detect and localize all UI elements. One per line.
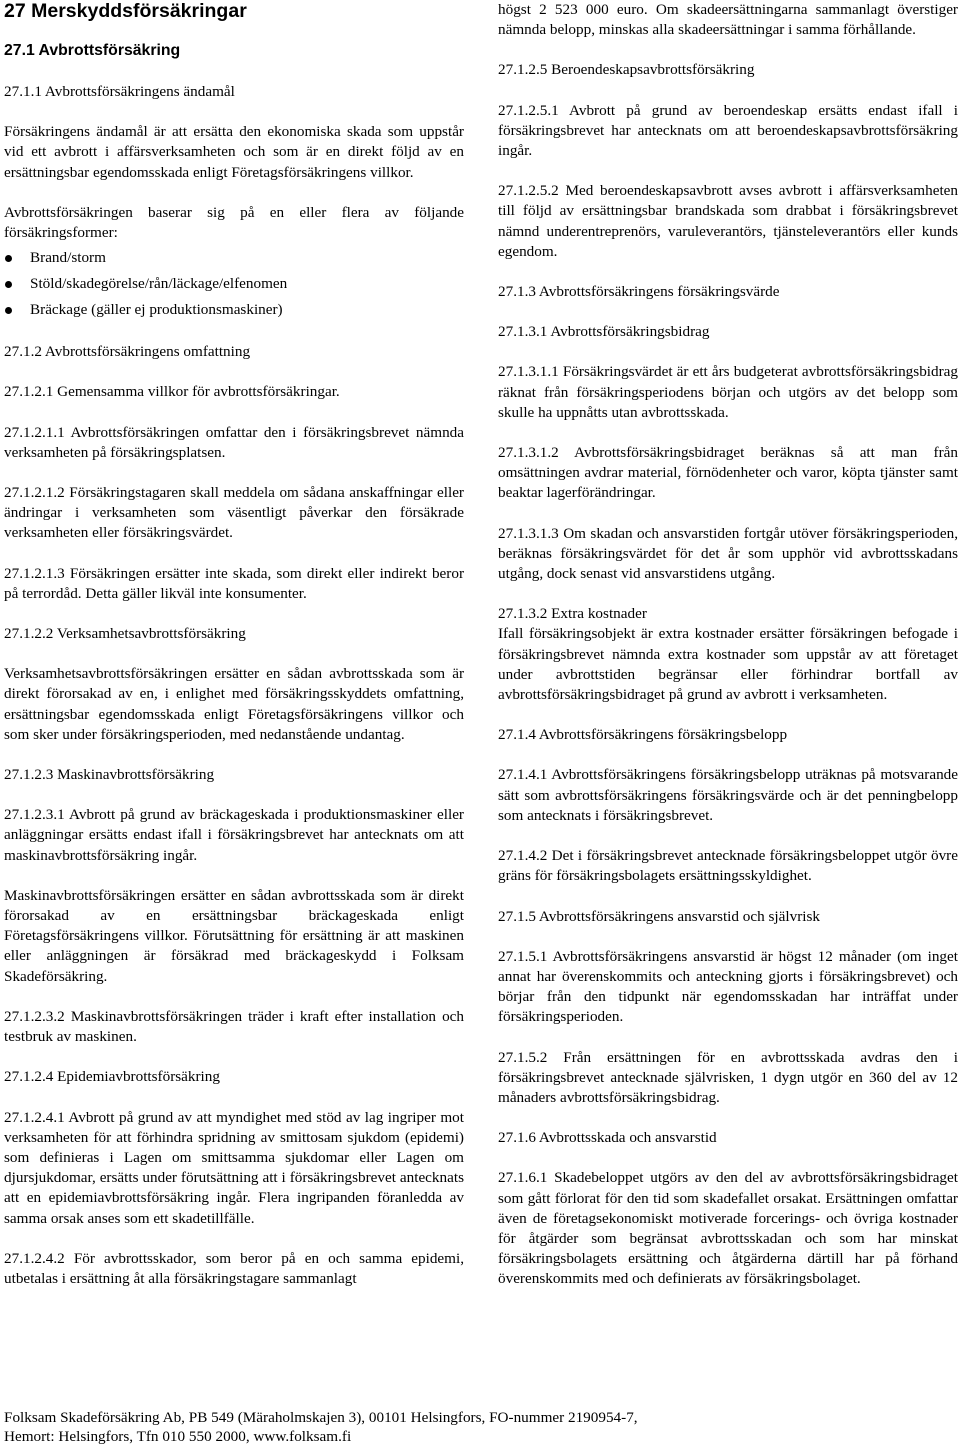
heading-27-1-2-1: 27.1.2.1 Gemensamma villkor för avbrottsförsäkringar.: [4, 383, 340, 401]
paragraph-27-1-6-1: 27.1.6.1 Skadebeloppet utgörs av den del av avbrottsförsäkringsbidraget som gått förlorat för den tid som skadefallet orsakat. Ersättningen omfattar även de företagsekonomiskt motiverade forcerings- och övriga kostnader för åtgärder som begränsat avbrottsskadan och som har minskat försäkringsbolagets ersättning och åtgärderna därtill har på förhand överenskommits med och definierats av försäkringsbolaget.: [498, 1169, 958, 1288]
paragraph-27-1-2-3-2: 27.1.2.3.2 Maskinavbrottsförsäkringen träder i kraft efter installation och testbruk av maskinen.: [4, 1007, 464, 1046]
paragraph-27-1-4-2: 27.1.4.2 Det i försäkringsbrevet antecknade försäkringsbeloppet utgör övre gräns för försäkringsbolagets ersättningsskyldighet.: [498, 847, 958, 885]
paragraph-27-1-5-1: 27.1.5.1 Avbrottsförsäkringens ansvarstid är högst 12 månader (om inget annat har överenskommits och anteckning gjorts i försäkringsbrevet) och börjar från den tidpunkt när egendomsskadan har inträffat under försäkringsperioden.: [498, 947, 958, 1026]
footer-contact-line: Hemort: Helsingfors, Tfn 010 550 2000, www.folksam.fi: [4, 1428, 352, 1445]
paragraph-27-1-4-1: 27.1.4.1 Avbrottsförsäkringens försäkringsbelopp uträknas på motsvarande sätt som avbrottsförsäkringens försäkringsvärde och är det penningbelopp som antecknats i försäkringsbrevet.: [498, 766, 958, 824]
paragraph-27-1-2-1-1: 27.1.2.1.1 Avbrottsförsäkringen omfattar den i försäkringsbrevet nämnda verksamheten på försäkringsplatsen.: [4, 423, 464, 461]
paragraph-27-1-2-3-1: 27.1.2.3.1 Avbrott på grund av bräckageskada i produktionsmaskiner eller anläggningar ersätts endast ifall i försäkringsbrevet har antecknats om att maskinavbrottsförsäkring ingår.: [4, 806, 464, 864]
paragraph-27-1-3-2: Ifall försäkringsobjekt är extra kostnader ersätter försäkringen befogade i försäkringsbrevet nämnda extra kostnader som uppstår av att företaget under avbrottstiden begränsar eller förhindrar bortfall av avbrottsförsäkringsbidraget på grund av avbrott i verksamheten.: [498, 625, 958, 704]
list-item: Bräckage (gäller ej produktionsmaskiner): [4, 297, 464, 323]
chapter-title: 27 Merskyddsförsäkringar: [4, 0, 247, 22]
section-title: 27.1 Avbrottsförsäkring: [4, 42, 181, 59]
heading-27-1-5: 27.1.5 Avbrottsförsäkringens ansvarstid och självrisk: [498, 907, 820, 925]
paragraph-27-1-3-1-2: 27.1.3.1.2 Avbrottsförsäkringsbidraget beräknas så att man från omsättningen avdrar material, förnödenheter och varor, köpta tjänster samt beaktar lagerförändringar.: [498, 444, 958, 502]
heading-27-1-6: 27.1.6 Avbrottsskada och ansvarstid: [498, 1129, 717, 1147]
paragraph-27-1-2-4-1: 27.1.2.4.1 Avbrott på grund av att myndighet med stöd av lag ingriper mot verksamheten för att förhindra spridning av smittosam sjukdom (epidemi) som definieras i Lagen om smittsamma sjukdomar eller Lagen om djursjukdomar, ersätts under förutsättning att i försäkringsbrevet antecknats att en epidemiavbrottsförsäkring ingår. Flera ingripanden föranledda av samma orsak anses som ett skadetillfälle.: [4, 1108, 464, 1227]
paragraph-27-1-2-1-3: 27.1.2.1.3 Försäkringen ersätter inte skada, som direkt eller indirekt beror på terrordåd. Detta gäller likväl inte konsumenter.: [4, 564, 464, 602]
bullet-icon: [5, 255, 12, 262]
heading-27-1-3-1: 27.1.3.1 Avbrottsförsäkringsbidrag: [498, 323, 710, 341]
heading-27-1-2: 27.1.2 Avbrottsförsäkringens omfattning: [4, 343, 251, 361]
heading-27-1-1: 27.1.1 Avbrottsförsäkringens ändamål: [4, 83, 235, 100]
paragraph-27-1-3-1-3: 27.1.3.1.3 Om skadan och ansvarstiden fortgår utöver försäkringsperioden, beräknas försäkringsvärdet för det år som upphör vid avbrottsskadans utgång, dock senast vid ansvarstidens utgång.: [498, 524, 958, 583]
heading-27-1-4: 27.1.4 Avbrottsförsäkringens försäkringsbelopp: [498, 726, 788, 744]
paragraph-27-1-2-5-1: 27.1.2.5.1 Avbrott på grund av beroendeskap ersätts endast ifall i försäkringsbrevet har antecknats om att beroendeskapsavbrottsförsäkring ingår.: [498, 101, 958, 160]
heading-27-1-3-2: 27.1.3.2 Extra kostnader: [498, 605, 647, 623]
paragraph-27-1-2-5-2: 27.1.2.5.2 Med beroendeskapsavbrott avses avbrott i affärsverksamheten till följd av ersättningsbar brandskada som drabbat i försäkringsbrevet nämnd underentreprenörs, varuleverantörs, tjänsteleverantörs eller kunds egendom.: [498, 182, 958, 260]
heading-27-1-2-4: 27.1.2.4 Epidemiavbrottsförsäkring: [4, 1068, 220, 1086]
heading-27-1-3: 27.1.3 Avbrottsförsäkringens försäkringsvärde: [498, 283, 780, 301]
list-item: Brand/storm: [4, 245, 464, 271]
paragraph-27-1-3-1-1: 27.1.3.1.1 Försäkringsvärdet är ett års budgeterat avbrottsförsäkringsbidrag räknat från försäkringsperiodens början och utgörs av det belopp som skulle ha uppnåtts utan avbrottsskada.: [498, 363, 958, 421]
paragraph-continued: högst 2 523 000 euro. Om skadeersättningarna sammanlagt överstiger nämnda belopp, minskas alla skadeersättningar i samma förhållande.: [498, 1, 958, 39]
paragraph-27-1-2-1-2: 27.1.2.1.2 Försäkringstagaren skall meddela om sådana anskaffningar eller ändringar i verksamheten som väsentligt påverkar den försäkrade verksamheten eller försäkringsvärdet.: [4, 484, 464, 542]
footer-company-line: Folksam Skadeförsäkring Ab, PB 549 (Märaholmskajen 3), 00101 Helsingfors, FO-nummer 2190954-7,: [4, 1409, 638, 1426]
insurance-forms-list: [4, 245, 464, 323]
page-footer: [4, 1408, 944, 1446]
paragraph-purpose: Försäkringens ändamål är att ersätta den ekonomiska skada som uppstår vid ett avbrott i affärsverksamheten och som är en direkt följd av en ersättningsbar egendomsskada enligt Företagsförsäkringens villkor.: [4, 123, 464, 181]
list-item: Stöld/skadegörelse/rån/läckage/elfenomen: [4, 271, 464, 297]
heading-27-1-2-5: 27.1.2.5 Beroendeskapsavbrottsförsäkring: [498, 61, 755, 79]
heading-27-1-2-2: 27.1.2.2 Verksamhetsavbrottsförsäkring: [4, 625, 246, 643]
paragraph-27-1-2-4-2: 27.1.2.4.2 För avbrottsskador, som beror på en och samma epidemi, utbetalas i ersättning åt alla försäkringstagare sammanlagt: [4, 1249, 464, 1287]
bullet-icon: [5, 281, 12, 288]
right-column: [498, 0, 958, 1310]
paragraph-27-1-5-2: 27.1.5.2 Från ersättningen för en avbrottsskada avdras den i försäkringsbrevet antecknade självrisken, 1 dygn utgör en 360 del av 12 månaders avbrottsförsäkringsbidrag.: [498, 1048, 958, 1106]
paragraph-forms-intro: Avbrottsförsäkringen baserar sig på en eller flera av följande försäkringsformer:: [4, 203, 464, 242]
paragraph-27-1-2-2: Verksamhetsavbrottsförsäkringen ersätter en sådan avbrottsskada som är direkt förorsakad av en, i enlighet med försäkringsskyddets omfattning, ersättningsbar egendomsskada enligt Företagsförsäkringens villkor och som sker under försäkringsperioden, med nedanstående undantag.: [4, 665, 464, 743]
heading-27-1-2-3: 27.1.2.3 Maskinavbrottsförsäkring: [4, 766, 215, 784]
left-column: [4, 0, 464, 1309]
bullet-icon: [5, 307, 12, 314]
paragraph-27-1-2-3-1b: Maskinavbrottsförsäkringen ersätter en sådan avbrottsskada som är direkt förorsakad av en ersättningsbar bräckageskada enligt Företagsförsäkringens villkor. Förutsättning för ersättning är att maskinen eller anläggningen är försäkrad med bräckageskydd i Folksam Skadeförsäkring.: [4, 886, 464, 985]
